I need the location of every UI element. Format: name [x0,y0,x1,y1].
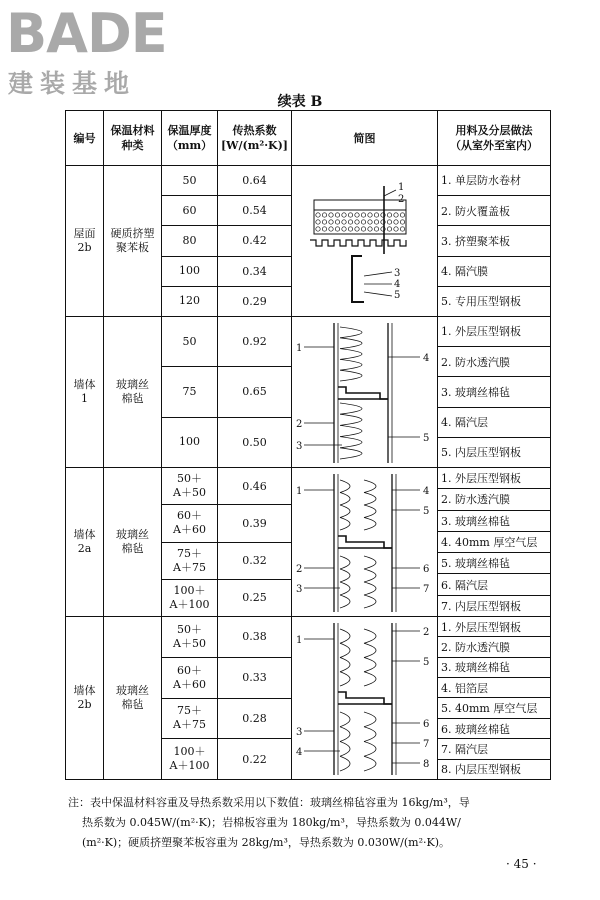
layer-item: 4. 40mm 厚空气层 [438,531,550,552]
layer-item: 2. 防水透汽膜 [438,346,550,376]
note-line: 热系数为 0.045W/(m²·K)；岩棉板容重为 180kg/m³，导热系数为 0.044W/ [82,816,461,829]
purlin [338,387,388,399]
label-3: 4 [296,747,303,758]
c-purlin [352,256,364,302]
cell-thickness: 50 [162,317,218,367]
note-line: 注：表中保温材料容重及导热系数采用以下数值：玻璃丝棉毡容重为 16kg/m³，导 [68,796,470,809]
label-5: 5 [423,433,430,444]
label-6: 6 [423,564,430,575]
label-5: 5 [423,657,430,668]
cell-thickness: 60 [162,196,218,226]
layer-item: 4. 隔汽膜 [438,256,550,286]
layer-item: 6. 玻璃丝棉毡 [438,718,550,738]
layer-item: 1. 单层防水卷材 [438,166,550,195]
cell-coefficient: 0.32 [218,542,292,579]
layer-item: 4. 铝箔层 [438,678,550,698]
layer-item: 3. 挤塑聚苯板 [438,226,550,256]
layer-item: 2. 防火覆盖板 [438,195,550,225]
cell-coefficient: 0.33 [218,657,292,698]
layer-item: 5. 内层压型钢板 [441,446,521,460]
label-2: 2 [296,419,303,430]
purlin [338,536,392,548]
layer-item: 1. 外层压型钢板 [438,317,550,346]
cell-material: 玻璃丝 棉毡 [104,317,162,468]
label-1: 1 [296,343,303,354]
table-row [66,468,551,505]
layer-item: 1. 外层压型钢板 [438,468,550,489]
construction-diagram [292,166,438,316]
layer-item: 7. 内层压型钢板 [441,599,521,613]
logo-chinese-text: 建装基地 [8,69,137,98]
profiled-steel-deck [310,240,406,246]
cell-coefficient: 0.29 [218,286,292,316]
insulation-blanket [340,629,350,686]
cell-coefficient: 0.25 [218,579,292,616]
cell-thickness: 60＋ A＋60 [162,657,218,698]
table-caption: 续表 B [277,94,323,110]
layer-item: 8. 内层压型钢板 [441,763,521,777]
cell-thickness: 75＋ A＋75 [162,542,218,579]
cell-thickness: 50＋ A＋50 [162,617,218,658]
label-7: 7 [423,739,430,750]
layer-item: 6. 隔汽层 [438,574,550,595]
leader-5 [364,292,392,296]
table-row [66,317,551,367]
note-line: (m²·K)；硬质挤塑聚苯板容重为 28kg/m³，导热系数为 0.030W/(m²·K)。 [82,836,451,849]
label-4: 4 [423,486,430,497]
insulation-blanket [340,712,350,771]
label-3: 3 [296,441,303,452]
label-3: 3 [394,268,401,279]
cell-thickness: 80 [162,226,218,256]
insulation-blanket [364,556,376,608]
cell-diagram [292,317,438,468]
layer-item: 3. 玻璃丝棉毡 [438,657,550,677]
cell-coefficient: 0.34 [218,256,292,286]
header-diagram: 简图 [292,111,438,166]
table-row [66,617,551,658]
cell-material: 玻璃丝 棉毡 [104,617,162,780]
label-1: 1 [398,182,405,193]
label-2: 2 [398,194,405,205]
cell-coefficient: 0.46 [218,468,292,505]
header-material: 保温材料 种类 [104,111,162,166]
construction-diagram [292,317,438,467]
cell-id: 墙体 2b [66,617,104,780]
cell-coefficient: 0.22 [218,739,292,780]
cell-layers [438,468,551,617]
layer-item: 3. 玻璃丝棉毡 [438,510,550,531]
cell-layers [438,166,551,317]
layer-item: 2. 防水透汽膜 [438,637,550,657]
cell-diagram [292,617,438,780]
construction-diagram [292,468,438,616]
cell-coefficient: 0.28 [218,698,292,739]
brand-logo [4,2,184,98]
cell-layers [438,617,551,780]
header-thickness: 保温厚度 （mm） [162,111,218,166]
cell-material: 玻璃丝 棉毡 [104,468,162,617]
cell-thickness: 50＋ A＋50 [162,468,218,505]
insulation-blanket [364,712,376,771]
cell-diagram [292,468,438,617]
insulation-blanket [364,629,376,686]
table-note [68,793,558,853]
cell-thickness: 100 [162,417,218,467]
label-4: 4 [394,279,401,290]
page-number: · 45 · [506,857,537,871]
label-2: 3 [296,727,303,738]
roof-membrane [314,200,406,210]
label-7: 7 [423,584,430,595]
cell-thickness: 50 [162,166,218,196]
table-row [66,166,551,196]
cell-id: 墙体 1 [66,317,104,468]
label-2: 2 [296,564,303,575]
label-5: 5 [423,506,430,517]
insulation-blanket [364,480,376,530]
cell-thickness: 75＋ A＋75 [162,698,218,739]
cell-id: 墙体 2a [66,468,104,617]
layer-item: 1. 外层压型钢板 [438,617,550,637]
cell-id: 屋面 2b [66,166,104,317]
logo-brand-text: BADE [6,2,167,65]
insulation-blanket [340,480,350,530]
cell-coefficient: 0.42 [218,226,292,256]
cell-coefficient: 0.64 [218,166,292,196]
cell-thickness: 100＋ A＋100 [162,579,218,616]
cell-material: 硬质挤塑 聚苯板 [104,166,162,317]
layer-item: 3. 玻璃丝棉毡 [438,377,550,407]
header-layers: 用料及分层做法 （从室外至室内） [438,111,551,166]
cell-layers [438,317,551,468]
layer-item: 5. 专用压型钢板 [441,295,521,309]
leader-3 [364,272,392,276]
cell-thickness: 75 [162,367,218,417]
cell-thickness: 100 [162,256,218,286]
layer-item: 5. 40mm 厚空气层 [438,698,550,718]
cell-coefficient: 0.92 [218,317,292,367]
insulation-blanket [340,403,362,459]
cell-thickness: 100＋ A＋100 [162,739,218,780]
cell-thickness: 120 [162,286,218,316]
insulation-blanket [340,327,362,381]
header-coefficient: 传热系数 [W/(m²·K)] [218,111,292,166]
label-1: 1 [296,486,303,497]
layer-item: 7. 隔汽层 [438,739,550,759]
cell-coefficient: 0.39 [218,505,292,542]
cell-thickness: 60＋ A＋60 [162,505,218,542]
roof-insulation-board [314,210,406,234]
layer-item: 4. 隔汽层 [438,407,550,437]
header-id: 编号 [66,111,104,166]
leader-1 [384,190,396,196]
cell-coefficient: 0.65 [218,367,292,417]
insulation-table [65,110,551,780]
label-4: 4 [423,353,430,364]
purlin [338,692,392,704]
layer-item: 2. 防水透汽膜 [438,489,550,510]
label-8: 8 [423,759,430,770]
insulation-blanket [340,556,350,608]
label-1: 1 [296,635,303,646]
label-2: 2 [423,627,430,638]
layer-item: 5. 玻璃丝棉毡 [438,553,550,574]
cell-coefficient: 0.54 [218,196,292,226]
header-row [66,111,551,166]
construction-diagram [292,617,438,779]
label-3: 3 [296,584,303,595]
label-6: 6 [423,719,430,730]
cell-coefficient: 0.50 [218,417,292,467]
label-5: 5 [394,290,401,301]
cell-diagram [292,166,438,317]
cell-coefficient: 0.38 [218,617,292,658]
